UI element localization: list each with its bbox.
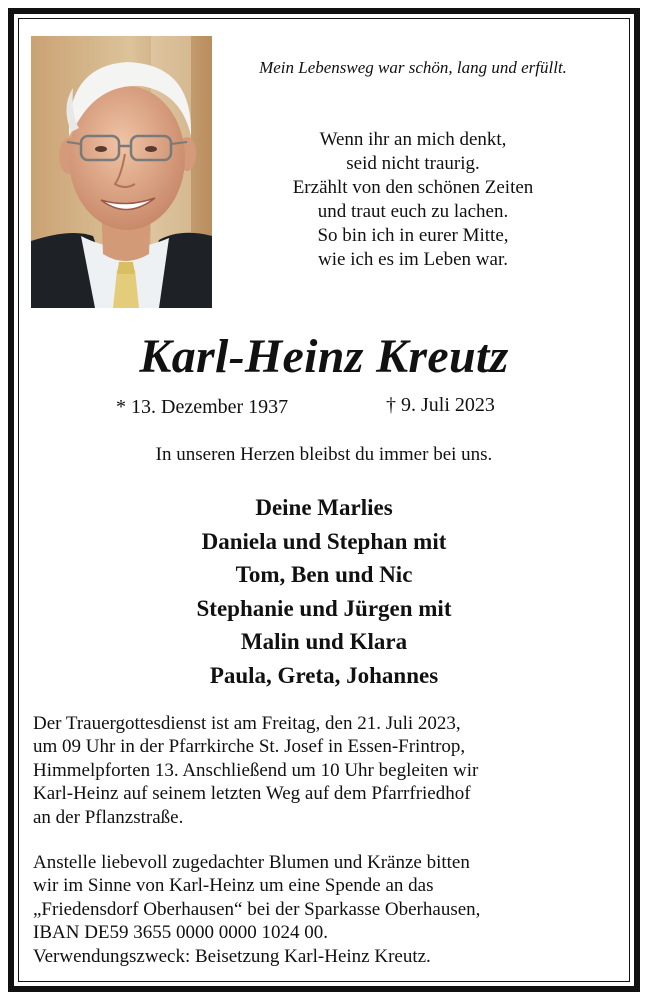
deceased-name: Karl-Heinz Kreutz (139, 330, 509, 383)
donation-line: IBAN DE59 3655 0000 0000 1024 00. (33, 922, 329, 944)
portrait-photo (31, 36, 212, 308)
death-date: † 9. Juli 2023 (386, 394, 495, 416)
service-info (33, 712, 623, 829)
birth-date: * 13. Dezember 1937 (116, 396, 289, 418)
donation-line: wir im Sinne von Karl-Heinz um eine Spende an das (33, 875, 434, 897)
donation-line: Anstelle liebevoll zugedachter Blumen und Kränze bitten (33, 852, 470, 873)
service-line: Karl-Heinz auf seinem letzten Weg auf dem Pfarrfriedhof (33, 783, 471, 805)
family-line: Tom, Ben und Nic (235, 562, 413, 588)
poem-line: So bin ich in eurer Mitte, (317, 225, 509, 246)
service-line: an der Pflanzstraße. (33, 806, 184, 828)
motto: Mein Lebensweg war schön, lang und erfüllt. (259, 58, 567, 77)
family-list (18, 491, 630, 693)
family-line: Stephanie und Jürgen mit (196, 595, 452, 621)
family-line: Deine Marlies (255, 495, 393, 520)
heart-line: In unseren Herzen bleibst du immer bei uns. (155, 444, 493, 465)
family-line: Daniela und Stephan mit (201, 528, 447, 554)
donation-line: Verwendungszweck: Beisetzung Karl-Heinz Kreutz. (33, 945, 431, 967)
poem-line: wie ich es im Leben war. (318, 249, 508, 270)
family-line: Paula, Greta, Johannes (209, 662, 439, 688)
service-line: Der Trauergottesdienst ist am Freitag, den 21. Juli 2023, (33, 713, 461, 734)
poem-line: seid nicht traurig. (346, 153, 480, 174)
service-line: um 09 Uhr in der Pfarrkirche St. Josef in Essen-Frintrop, (33, 736, 466, 758)
poem-line: Wenn ihr an mich denkt, (319, 129, 507, 150)
donation-info (33, 851, 623, 968)
service-line: Himmelpforten 13. Anschließend um 10 Uhr begleiten wir (33, 759, 479, 781)
poem (214, 128, 612, 272)
poem-line: und traut euch zu lachen. (317, 201, 509, 222)
donation-line: „Friedensdorf Oberhausen“ bei der Sparkasse Oberhausen, (33, 898, 481, 920)
poem-line: Erzählt von den schönen Zeiten (292, 177, 534, 198)
family-line: Malin und Klara (240, 629, 408, 655)
